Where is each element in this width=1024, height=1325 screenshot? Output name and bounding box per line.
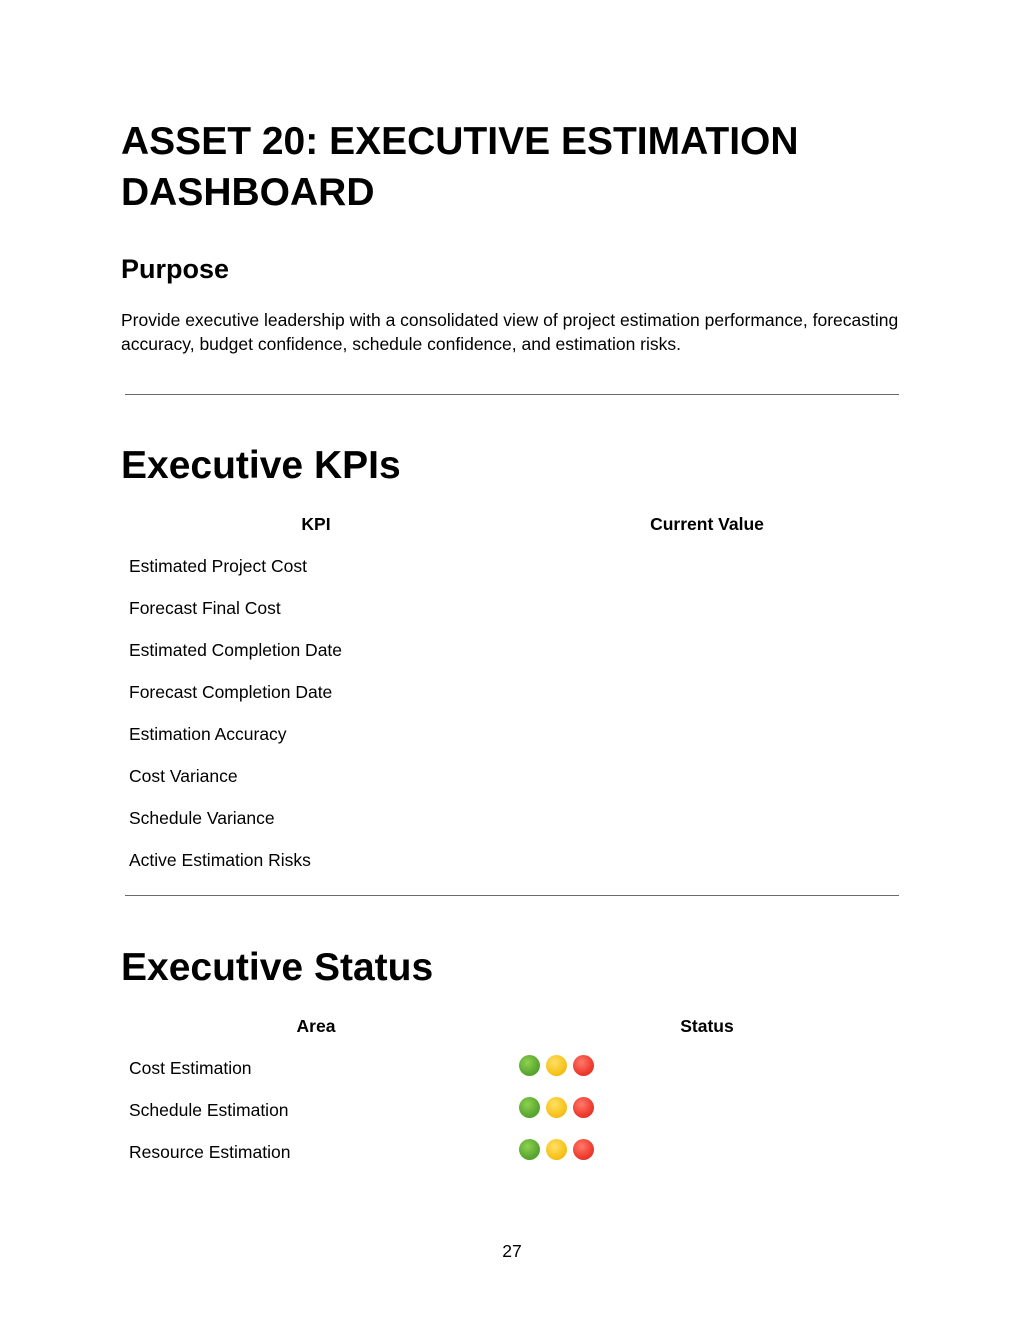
kpi-name: Estimation Accuracy <box>129 723 287 744</box>
current-value-column-header: Current Value <box>650 513 764 534</box>
kpi-table-header <box>121 503 903 545</box>
kpi-table <box>121 503 903 881</box>
kpi-name: Forecast Completion Date <box>129 681 333 702</box>
table-row <box>121 839 903 881</box>
divider <box>125 895 899 896</box>
divider <box>125 394 899 395</box>
status-column-header: Status <box>680 1015 734 1036</box>
status-heading: Executive Status <box>121 946 434 989</box>
red-circle-icon <box>573 1055 594 1076</box>
status-indicator <box>511 1131 903 1173</box>
kpi-value <box>511 797 903 839</box>
table-row <box>121 545 903 587</box>
purpose-text: Provide executive leadership with a consolidated view of project estimation performance, forecasting accuracy, budget confidence, schedule confidence, and estimation risks. <box>121 310 899 354</box>
green-circle-icon <box>519 1139 540 1160</box>
traffic-lights <box>519 1055 594 1076</box>
area-column-header: Area <box>296 1015 336 1036</box>
red-circle-icon <box>573 1097 594 1118</box>
traffic-lights <box>519 1097 594 1118</box>
kpi-value <box>511 587 903 629</box>
table-row <box>121 713 903 755</box>
kpi-value <box>511 545 903 587</box>
kpis-heading: Executive KPIs <box>121 444 401 487</box>
green-circle-icon <box>519 1055 540 1076</box>
kpi-name: Estimated Completion Date <box>129 639 343 660</box>
red-circle-icon <box>573 1139 594 1160</box>
yellow-circle-icon <box>546 1055 567 1076</box>
kpi-value <box>511 755 903 797</box>
table-row <box>121 1131 903 1173</box>
table-row <box>121 587 903 629</box>
table-row <box>121 671 903 713</box>
kpi-value <box>511 839 903 881</box>
status-area: Resource Estimation <box>129 1141 291 1162</box>
page-number: 27 <box>502 1241 522 1261</box>
status-area: Cost Estimation <box>129 1057 252 1078</box>
kpi-value <box>511 713 903 755</box>
table-row <box>121 755 903 797</box>
kpi-name: Active Estimation Risks <box>129 849 311 870</box>
status-indicator <box>511 1089 903 1131</box>
status-table <box>121 1005 903 1173</box>
kpi-name: Schedule Variance <box>129 807 275 828</box>
purpose-heading: Purpose <box>121 254 230 284</box>
table-row <box>121 1047 903 1089</box>
kpi-name: Estimated Project Cost <box>129 555 307 576</box>
page-title: ASSET 20: EXECUTIVE ESTIMATION DASHBOARD <box>121 120 799 214</box>
table-row <box>121 797 903 839</box>
status-indicator <box>511 1047 903 1089</box>
table-row <box>121 1089 903 1131</box>
yellow-circle-icon <box>546 1097 567 1118</box>
kpi-value <box>511 671 903 713</box>
kpi-value <box>511 629 903 671</box>
yellow-circle-icon <box>546 1139 567 1160</box>
green-circle-icon <box>519 1097 540 1118</box>
kpi-column-header: KPI <box>301 513 331 534</box>
kpi-name: Forecast Final Cost <box>129 597 281 618</box>
status-table-header <box>121 1005 903 1047</box>
status-area: Schedule Estimation <box>129 1099 289 1120</box>
table-row <box>121 629 903 671</box>
kpi-name: Cost Variance <box>129 765 238 786</box>
traffic-lights <box>519 1139 594 1160</box>
